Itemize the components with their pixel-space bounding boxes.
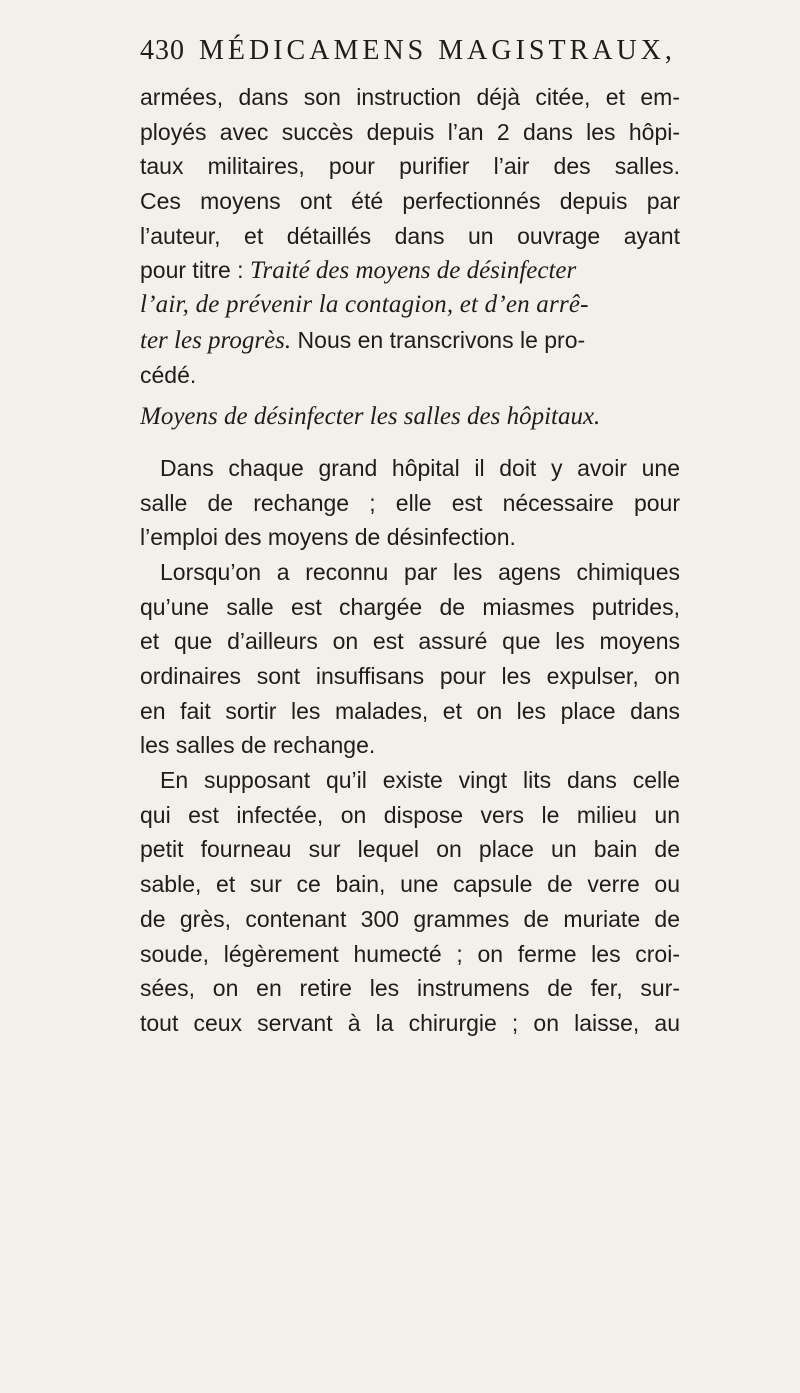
text-line: qui est infectée, on dispose vers le milieu un xyxy=(140,801,680,828)
text-line: ployés avec succès depuis l’an 2 dans les hôpi- xyxy=(140,118,680,145)
text-line: armées, dans son instruction déjà citée, et em- xyxy=(140,84,680,110)
text-line: qu’une salle est chargée de miasmes putrides, xyxy=(140,593,680,620)
running-head xyxy=(140,35,700,79)
text-line: tout ceux servant à la chirurgie ; on laisse, au xyxy=(140,1009,680,1036)
book-title-fragment: ter les progrès. xyxy=(140,326,292,354)
text-line: cédé. xyxy=(140,361,197,388)
text-line: de grès, contenant 300 grammes de muriate de xyxy=(140,905,680,932)
running-title: MÉDICAMENS MAGISTRAUX, xyxy=(199,35,676,66)
text-line: les salles de rechange. xyxy=(140,732,376,759)
text-line: salle de rechange ; elle est nécessaire pour xyxy=(140,489,680,516)
text-line xyxy=(140,323,680,358)
text-line: soude, légèrement humecté ; on ferme les croi- xyxy=(140,940,680,967)
text-line xyxy=(140,253,680,288)
text-line: En supposant qu’il existe vingt lits dans celle xyxy=(160,767,680,794)
page-number: 430 xyxy=(140,35,185,66)
section-heading: Moyens de désinfecter les salles des hôpitaux. xyxy=(140,403,601,431)
text-line: l’auteur, et détaillés dans un ouvrage ayant xyxy=(140,222,680,249)
text-line: et que d’ailleurs on est assuré que les moyens xyxy=(140,628,680,655)
text-line: petit fourneau sur lequel on place un bain de xyxy=(140,836,680,863)
text-line: sées, on en retire les instrumens de fer, sur- xyxy=(140,975,680,1002)
text-line: Lorsqu’on a reconnu par les agens chimiques xyxy=(160,558,680,585)
text-fragment: pour titre : xyxy=(140,257,250,284)
text-line: taux militaires, pour purifier l’air des salles. xyxy=(140,153,680,180)
text-line: l’emploi des moyens de désinfection. xyxy=(140,524,516,551)
text-line: ordinaires sont insuffisans pour les expulser, on xyxy=(140,663,680,689)
text-line: sable, et sur ce bain, une capsule de verre ou xyxy=(140,871,680,898)
text-fragment: Nous en transcrivons le pro- xyxy=(291,326,586,353)
book-title-line: l’air, de prévenir la contagion, et d’en arrê- xyxy=(140,291,589,319)
text-line: Dans chaque grand hôpital il doit y avoir une xyxy=(160,454,680,481)
text-line: en fait sortir les malades, et on les place dans xyxy=(140,697,680,724)
book-title-fragment: Traité des moyens de désinfecter xyxy=(249,257,577,285)
text-line: Ces moyens ont été perfectionnés depuis par xyxy=(140,188,680,215)
body-text xyxy=(140,80,680,1041)
